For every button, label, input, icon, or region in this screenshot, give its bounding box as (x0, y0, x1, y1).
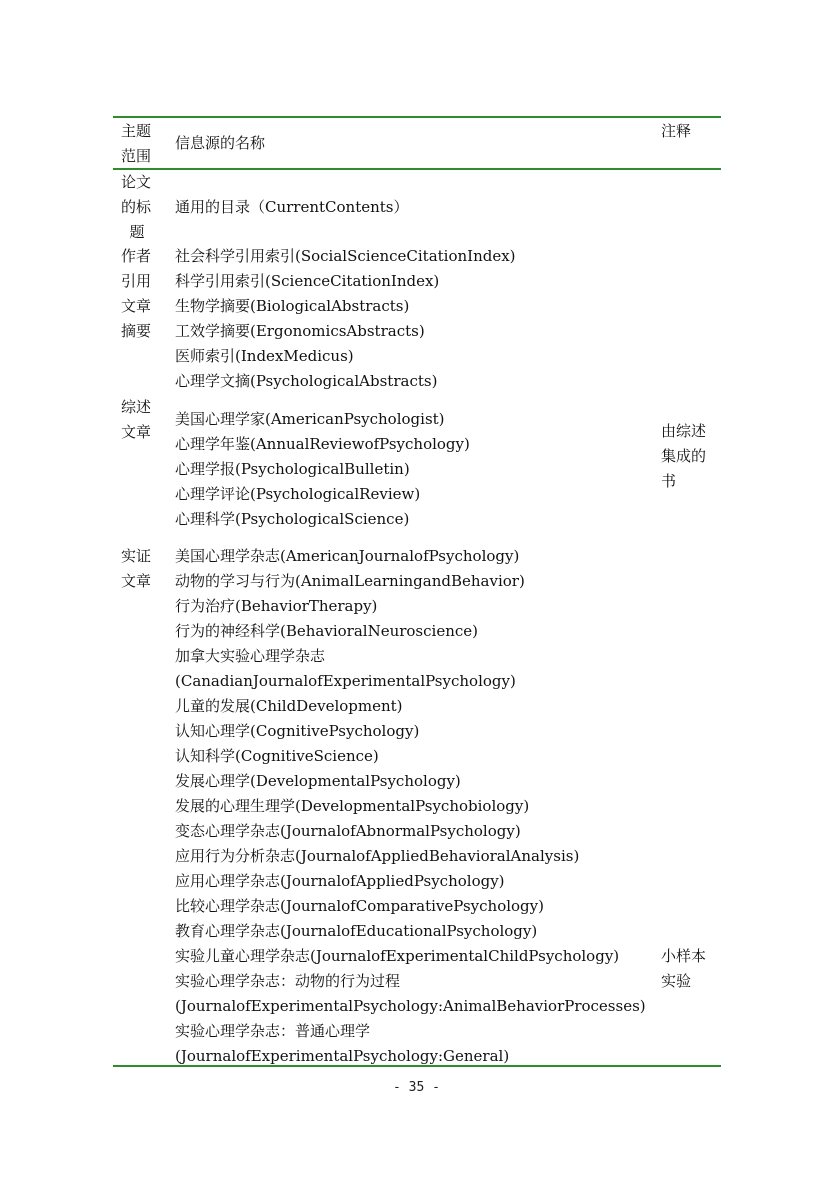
topic-line: 题 (129, 223, 145, 241)
topic-line: 的标 (121, 198, 152, 216)
topic-line: 作者 (121, 247, 152, 265)
source-item: 工效学摘要(ErgonomicsAbstracts) (175, 322, 425, 340)
table-header-rule (113, 168, 721, 170)
source-item: 应用心理学杂志(JournalofAppliedPsychology) (175, 872, 505, 890)
note-line: 由综述 (661, 422, 707, 440)
topic-line: 文章 (121, 572, 152, 590)
source-item: 动物的学习与行为(AnimalLearningandBehavior) (175, 572, 525, 590)
source-item: 医师索引(IndexMedicus) (175, 347, 354, 365)
table-top-rule (113, 116, 721, 118)
source-item: 科学引用索引(ScienceCitationIndex) (175, 272, 440, 290)
source-item: 变态心理学杂志(JournalofAbnormalPsychology) (175, 822, 521, 840)
source-item: 认知科学(CognitiveScience) (175, 747, 379, 765)
header-note: 注释 (661, 122, 692, 140)
topic-empirical (121, 544, 161, 594)
note-empirical (661, 944, 721, 994)
source-item: 实验心理学杂志：普通心理学 (175, 1022, 371, 1040)
topic-line: 论文 (121, 173, 152, 191)
sources-citations (175, 244, 645, 394)
sources-empirical (175, 544, 645, 1069)
note-line: 实验 (661, 972, 692, 990)
source-item: 社会科学引用索引(SocialScienceCitationIndex) (175, 247, 516, 265)
source-item: 应用行为分析杂志(JournalofAppliedBehavioralAnalysis) (175, 847, 580, 865)
source-item: 认知心理学(CognitivePsychology) (175, 722, 420, 740)
topic-line: 引用 (121, 272, 152, 290)
source-item: 心理学文摘(PsychologicalAbstracts) (175, 372, 438, 390)
topic-line: 文章 (121, 297, 152, 315)
note-reviews (661, 419, 721, 494)
source-item: (JournalofExperimentalPsychology:General) (175, 1047, 510, 1065)
sources-reviews (175, 407, 645, 532)
source-item: 美国心理学杂志(AmericanJournalofPsychology) (175, 547, 520, 565)
source-item: 发展的心理生理学(DevelopmentalPsychobiology) (175, 797, 530, 815)
source-item: 发展心理学(DevelopmentalPsychology) (175, 772, 461, 790)
source-item: 心理学报(PsychologicalBulletin) (175, 460, 410, 478)
topic-line: 文章 (121, 423, 152, 441)
source-item: 实验儿童心理学杂志(JournalofExperimentalChildPsychology) (175, 947, 620, 965)
topic-citations (121, 244, 161, 344)
source-item: 儿童的发展(ChildDevelopment) (175, 697, 403, 715)
source-item: 加拿大实验心理学杂志 (175, 647, 326, 665)
source-item: 心理学评论(PsychologicalReview) (175, 485, 421, 503)
source-item: 教育心理学杂志(JournalofEducationalPsychology) (175, 922, 538, 940)
topic-line: 综述 (121, 398, 152, 416)
source-item: 心理学年鉴(AnnualReviewofPsychology) (175, 435, 470, 453)
page-number: - 35 - (393, 1080, 440, 1095)
source-item: (CanadianJournalofExperimentalPsychology) (175, 672, 516, 690)
source-item: 美国心理学家(AmericanPsychologist) (175, 410, 445, 428)
header-topic (121, 119, 161, 169)
note-line: 小样本 (661, 947, 707, 965)
header-topic-line1: 主题 (121, 122, 152, 140)
sources-titles (175, 195, 645, 220)
source-item: 行为的神经科学(BehavioralNeuroscience) (175, 622, 478, 640)
source-item: 心理科学(PsychologicalScience) (175, 510, 410, 528)
topic-titles (121, 170, 161, 245)
header-topic-line2: 范围 (121, 147, 152, 165)
source-item: (JournalofExperimentalPsychology:AnimalBehaviorProcesses) (175, 997, 646, 1015)
source-item: 比较心理学杂志(JournalofComparativePsychology) (175, 897, 544, 915)
topic-reviews (121, 395, 161, 445)
source-item: 行为治疗(BehaviorTherapy) (175, 597, 378, 615)
header-source: 信息源的名称 (175, 134, 266, 152)
note-line: 集成的 (661, 447, 707, 465)
source-item: 实验心理学杂志：动物的行为过程 (175, 972, 401, 990)
source-item: 通用的目录（CurrentContents） (175, 198, 409, 216)
source-item: 生物学摘要(BiologicalAbstracts) (175, 297, 410, 315)
topic-line: 实证 (121, 547, 152, 565)
note-line: 书 (661, 472, 677, 490)
topic-line: 摘要 (121, 322, 152, 340)
